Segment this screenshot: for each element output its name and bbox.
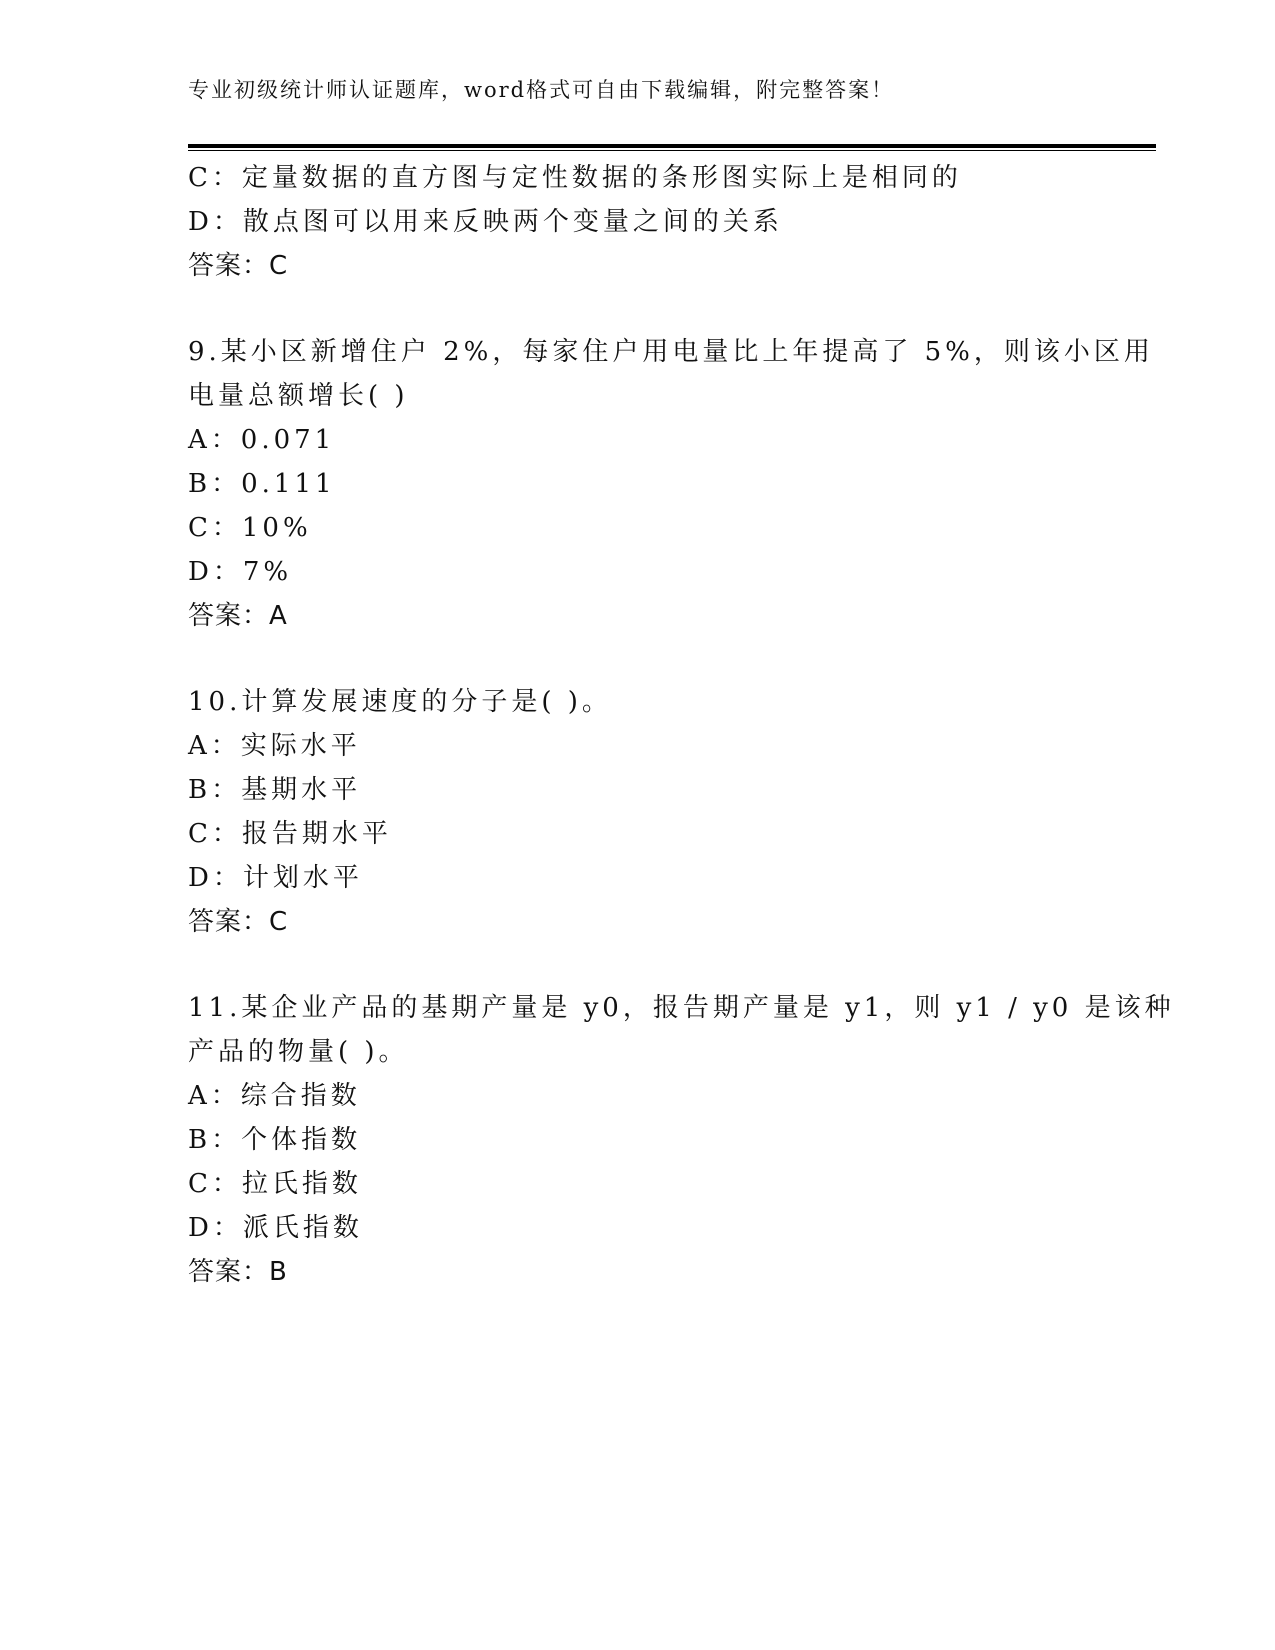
q10-option-c: C：报告期水平 [188, 819, 392, 849]
q11-option-d: D：派氏指数 [188, 1213, 363, 1243]
q10-option-b: B：基期水平 [188, 775, 362, 805]
q10-stem: 10.计算发展速度的分子是( )。 [188, 687, 612, 717]
q11-answer: 答案：B [188, 1257, 288, 1287]
q11-option-a: A：综合指数 [188, 1081, 361, 1111]
header-rule-thin [188, 150, 1156, 151]
q9-answer: 答案：A [188, 601, 288, 631]
q9-option-b: B：0.111 [188, 469, 336, 499]
q9-option-d: D：7% [188, 557, 293, 587]
q8-answer: 答案：C [188, 251, 289, 281]
q8-option-c: C：定量数据的直方图与定性数据的条形图实际上是相同的 [188, 163, 962, 193]
q8-option-d: D：散点图可以用来反映两个变量之间的关系 [188, 207, 783, 237]
q11-stem-line2: 产品的物量( )。 [188, 1037, 409, 1067]
q10-option-a: A：实际水平 [188, 731, 361, 761]
header-rule-thick [188, 144, 1156, 148]
page-header: 专业初级统计师认证题库，word格式可自由下载编辑，附完整答案！ [188, 78, 895, 102]
q9-option-a: A：0.071 [188, 425, 336, 455]
q9-stem-line1: 9.某小区新增住户 2%，每家住户用电量比上年提高了 5%，则该小区用 [188, 337, 1154, 367]
q10-option-d: D：计划水平 [188, 863, 363, 893]
q9-option-c: C：10% [188, 513, 312, 543]
q11-option-b: B：个体指数 [188, 1125, 362, 1155]
q10-answer: 答案：C [188, 907, 289, 937]
q9-stem-line2: 电量总额增长( ) [188, 381, 409, 411]
q11-stem-line1: 11.某企业产品的基期产量是 y0，报告期产量是 y1，则 y1 / y0 是该种 [188, 993, 1175, 1023]
q11-option-c: C：拉氏指数 [188, 1169, 362, 1199]
